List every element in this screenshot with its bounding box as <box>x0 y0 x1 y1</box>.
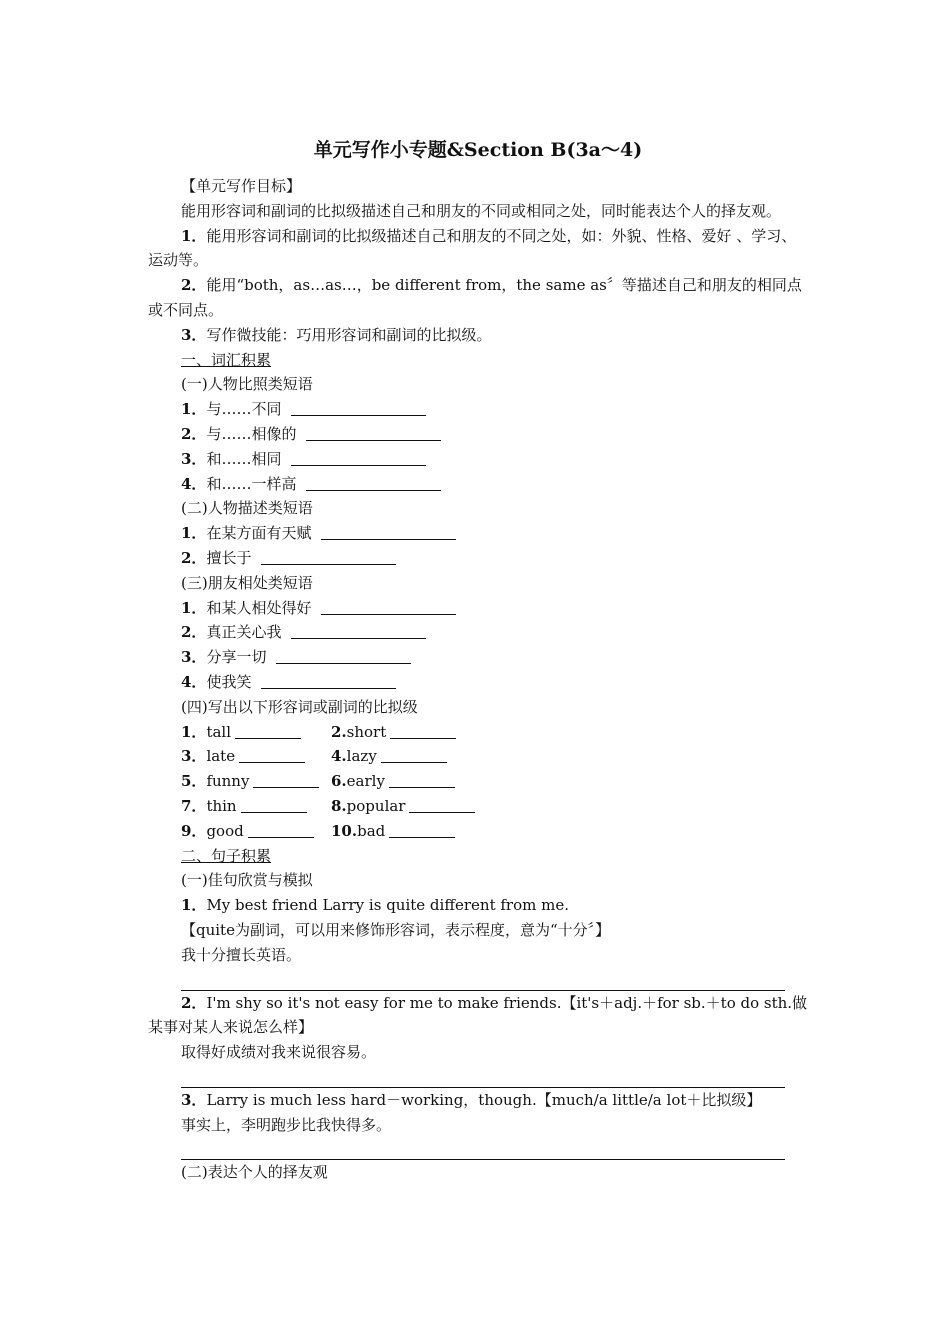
list-item: 3．和……相同 <box>148 447 808 472</box>
comparative-row: 7．thin 8.popular <box>148 794 808 819</box>
answer-blank[interactable] <box>248 823 314 838</box>
answer-blank[interactable] <box>321 525 456 540</box>
group-title: (四)写出以下形容词或副词的比拟级 <box>181 697 418 716</box>
answer-line[interactable] <box>181 1137 785 1160</box>
answer-blank[interactable] <box>291 451 426 466</box>
answer-blank[interactable] <box>291 401 426 416</box>
sentence-example: 2．I'm shy so it's not easy for me to make friends.【it's＋adj.＋for sb.＋to do sth.做某事对某人来说怎么样】 <box>148 993 808 1037</box>
answer-blank[interactable] <box>389 823 455 838</box>
answer-blank[interactable] <box>389 773 455 788</box>
answer-blank[interactable] <box>261 550 396 565</box>
sentence-example: 1．My best friend Larry is quite different from me. <box>181 896 569 915</box>
translation-task: 取得好成绩对我来说很容易。 <box>181 1043 377 1062</box>
group-title: (一)人物比照类短语 <box>181 375 313 394</box>
goal-item: 3．写作微技能：巧用形容词和副词的比拟级。 <box>181 325 492 344</box>
group-title: (二)人物描述类短语 <box>181 499 313 518</box>
answer-blank[interactable] <box>241 798 307 813</box>
answer-blank[interactable] <box>276 649 411 664</box>
group-title: (三)朋友相处类短语 <box>181 573 313 592</box>
answer-blank[interactable] <box>291 624 426 639</box>
list-item: 4．使我笑 <box>148 670 808 695</box>
answer-blank[interactable] <box>239 748 305 763</box>
list-item: 2．擅长于 <box>148 546 808 571</box>
list-item: 1．在某方面有天赋 <box>148 521 808 546</box>
goal-heading: 【单元写作目标】 <box>181 177 302 195</box>
comparative-row: 1．tall 2.short <box>148 720 808 745</box>
answer-blank[interactable] <box>409 798 475 813</box>
list-item: 4．和……一样高 <box>148 472 808 497</box>
goal-item: 2．能用“both，as…as…，be different from，the same as〞等描述自己和朋友的相同点或不同点。 <box>148 276 802 319</box>
answer-blank[interactable] <box>321 600 456 615</box>
answer-blank[interactable] <box>253 773 319 788</box>
page-title: 单元写作小专题&Section B(3a～4) <box>313 139 643 161</box>
answer-blank[interactable] <box>261 674 396 689</box>
section-heading-sentences: 二、句子积累 <box>181 846 272 865</box>
section-heading-vocabulary: 一、词汇积累 <box>181 350 272 369</box>
comparative-row: 3．late 4.lazy <box>148 744 808 769</box>
translation-task: 我十分擅长英语。 <box>181 945 302 964</box>
list-item: 1．与……不同 <box>148 397 808 422</box>
list-item: 3．分享一切 <box>148 645 808 670</box>
list-item: 2．与……相像的 <box>148 422 808 447</box>
answer-blank[interactable] <box>235 724 301 739</box>
goal-item: 1．能用形容词和副词的比拟级描述自己和朋友的不同之处，如：外貌、性格、爱好 、学习、运动等。 <box>148 226 797 270</box>
answer-blank[interactable] <box>390 724 456 739</box>
answer-blank[interactable] <box>306 476 441 491</box>
answer-blank[interactable] <box>306 426 441 441</box>
translation-task: 事实上，李明跑步比我快得多。 <box>181 1115 392 1134</box>
sentence-example: 3．Larry is much less hard－working，though.【much/a little/a lot＋比拟级】 <box>181 1090 762 1109</box>
goal-text: 能用形容词和副词的比拟级描述自己和朋友的不同或相同之处，同时能表达个人的择友观。 <box>181 201 782 220</box>
list-item: 1．和某人相处得好 <box>148 596 808 621</box>
sentence-note: 【quite为副词，可以用来修饰形容词，表示程度，意为“十分〞】 <box>181 920 611 939</box>
comparative-row: 9．good 10.bad <box>148 819 808 844</box>
answer-line[interactable] <box>181 968 785 991</box>
answer-blank[interactable] <box>381 748 447 763</box>
comparative-row: 5．funny 6.early <box>148 769 808 794</box>
answer-line[interactable] <box>181 1065 785 1088</box>
group-title: (二)表达个人的择友观 <box>181 1163 328 1182</box>
list-item: 2．真正关心我 <box>148 620 808 645</box>
worksheet-page <box>148 136 808 1185</box>
group-title: (一)佳句欣赏与模拟 <box>181 871 313 890</box>
